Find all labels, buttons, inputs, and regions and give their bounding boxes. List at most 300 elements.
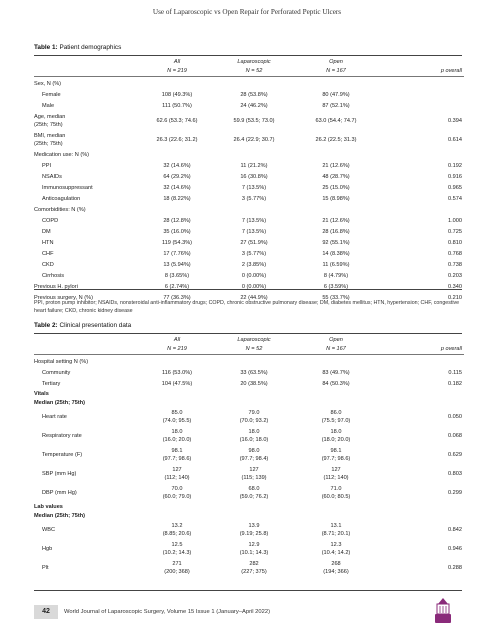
table1-head-label <box>34 58 142 67</box>
table2-row-label: Tertiary <box>42 380 61 387</box>
table1-row-p: 0.810 <box>448 239 462 246</box>
table1-row-label-line2: (25th; 75th) <box>34 121 63 128</box>
table2-row-c1: 104 (47.5%) <box>161 380 193 387</box>
table2-row-c1-iqr: (200; 368) <box>164 568 190 575</box>
table1-row-label: DM <box>42 228 51 235</box>
table1-subhead-c2: N = 52 <box>245 67 263 74</box>
table1-row-p: 0.916 <box>448 173 462 180</box>
table1-row <box>34 260 464 271</box>
table1-row-label-line2: (25th; 75th) <box>34 140 63 147</box>
table1-row-c2: 7 (13.5%) <box>241 217 267 224</box>
table1-row-c2: 0 (0.00%) <box>241 283 267 290</box>
table2-row-c2-iqr: (97.7; 98.4) <box>239 455 269 462</box>
table1-row <box>34 282 464 293</box>
table1-row-p: 0.394 <box>448 117 462 124</box>
table1-row-p: 0.340 <box>448 283 462 290</box>
table1-row <box>34 90 464 101</box>
table2-row-c1-value <box>164 467 189 482</box>
table2-head-c2: Laparoscopic <box>237 336 271 343</box>
table2-top-rule <box>34 333 462 334</box>
table2-row-c2 <box>212 465 296 484</box>
table2-row-c3-value <box>323 561 349 576</box>
table2-row-c3 <box>296 390 376 399</box>
table1-row <box>34 205 464 216</box>
table1-row-c1: 77 (36.3%) <box>163 294 191 301</box>
table1-row <box>34 101 464 112</box>
table2-row-c1-iqr: (8.85; 20.6) <box>162 530 192 537</box>
table2-row-c1 <box>142 503 212 512</box>
table1-row <box>34 238 464 249</box>
table2-row-p: 0.288 <box>448 564 462 571</box>
table2-row-c3 <box>296 465 376 484</box>
table2-bottom-rule <box>34 590 462 591</box>
table1-row-label <box>34 112 142 131</box>
table1-row <box>34 271 464 282</box>
table2-row-p: 0.842 <box>448 526 462 533</box>
table2-row-label: SBP (mm Hg) <box>42 470 77 477</box>
table1-row-label: Medication use: N (%) <box>34 151 90 158</box>
table2-row-c2-median: 282 <box>249 560 259 567</box>
table1-row-c3 <box>296 150 376 161</box>
table2-row-c3 <box>296 408 376 427</box>
table2-row-c2-iqr: (10.1; 14.3) <box>239 549 269 556</box>
table1-caption-label: Table 1: <box>34 44 58 51</box>
table1-subhead-c1: N = 219 <box>167 67 187 74</box>
table2-row-c2-iqr: (59.0; 76.2) <box>239 493 269 500</box>
table2-row-c1-median: 18.0 <box>171 428 183 435</box>
table2-row-c2 <box>212 503 296 512</box>
table1-row-p <box>376 205 464 216</box>
table1-subhead-label <box>34 67 142 77</box>
table1-row-c2 <box>212 79 296 90</box>
table2-row <box>34 540 464 559</box>
table2-row-c2: 33 (63.5%) <box>240 369 268 376</box>
table1-row <box>34 150 464 161</box>
table1-row-p <box>376 101 464 112</box>
table1-row-label: Comorbidities: N (%) <box>34 206 86 213</box>
table2-row-c3-median: 71.0 <box>330 485 342 492</box>
table2-row-c3: 84 (50.3%) <box>322 380 350 387</box>
table2-row-c1-value <box>163 523 192 538</box>
table2-row-c2-iqr: (227; 375) <box>241 568 267 575</box>
table1-row <box>34 216 464 227</box>
table1-row-label-text <box>34 133 65 148</box>
table2-row-c2 <box>212 357 296 368</box>
table1-row-p: 0.725 <box>448 228 462 235</box>
table2-row <box>34 503 464 512</box>
table1-row <box>34 79 464 90</box>
table2-row-c1-value <box>163 448 192 463</box>
table1-row-p: 0.210 <box>448 294 462 301</box>
table2-row-c3 <box>296 512 376 521</box>
table2-row-c1-median: 85.0 <box>171 409 183 416</box>
table2-head-c1: All <box>173 336 181 343</box>
table2-row-c1 <box>142 357 212 368</box>
table1-caption <box>34 44 121 51</box>
table2-subhead-c3: N = 167 <box>326 345 346 352</box>
table2-row-c3-median: 268 <box>331 560 341 567</box>
table1-row-c1: 28 (12.8%) <box>163 217 191 224</box>
table1-row-c1: 13 (5.94%) <box>163 261 191 268</box>
table2-row-c2-value <box>240 523 269 538</box>
table1-row-c2: 59.9 (53.5; 73.0) <box>233 117 275 124</box>
table2-row-c1-median: 70.0 <box>171 485 183 492</box>
table2-row-c3-iqr: (75.5; 97.0) <box>321 417 351 424</box>
table1-row-c3: 6 (3.59%) <box>323 283 349 290</box>
table2-row-c1-median: 271 <box>172 560 182 567</box>
table2-row-p: 0.068 <box>448 432 462 439</box>
table2-caption-text: Clinical presentation data <box>57 322 132 329</box>
table2-row-c3 <box>296 521 376 540</box>
table2-row-c1-iqr: (60.0; 79.0) <box>162 493 192 500</box>
table1-row-c2: 2 (3.85%) <box>241 261 267 268</box>
table1 <box>34 58 464 304</box>
table2-row-c2-iqr: (70.0; 93.2) <box>239 417 269 424</box>
page-number: 42 <box>34 605 58 619</box>
table2-row-c1-iqr: (112; 140) <box>164 474 190 481</box>
table2-row-c2-median: 98.0 <box>248 447 260 454</box>
table1-row-c3: 11 (6.59%) <box>322 261 350 268</box>
table1-row <box>34 249 464 260</box>
table1-row-label: Cirrhosis <box>42 272 65 279</box>
table1-row-c2: 22 (44.9%) <box>240 294 268 301</box>
table2-row <box>34 427 464 446</box>
table2-caption <box>34 322 131 329</box>
table1-bottom-rule <box>34 289 462 290</box>
table2-row-label: Community <box>42 369 71 376</box>
table2-row-c2-median: 79.0 <box>248 409 260 416</box>
table2-row-c1 <box>142 399 212 408</box>
table2-row-c1: 116 (53.0%) <box>161 369 193 376</box>
table2-row-c2-value <box>240 542 269 557</box>
table2-row-c2 <box>212 390 296 399</box>
table1-row-p: 0.192 <box>448 162 462 169</box>
table1-head-row <box>34 58 464 67</box>
table2-row-c2 <box>212 399 296 408</box>
table1-row-p <box>376 90 464 101</box>
table2-row-p: 0.629 <box>448 451 462 458</box>
table2-row-label: Heart rate <box>42 413 67 420</box>
table1-row-c2: 3 (5.77%) <box>241 195 267 202</box>
table2-subhead-p: p overall <box>440 345 462 352</box>
table1-subhead-c3: N = 167 <box>326 67 346 74</box>
table1-row-c2: 26.4 (22.9; 30.7) <box>233 136 275 143</box>
table1-caption-text: Patient demographics <box>57 44 122 51</box>
table1-row-c2: 27 (51.9%) <box>240 239 268 246</box>
table2-row-c2-median: 127 <box>249 466 259 473</box>
table1-row-label: Previous H. pylori <box>34 283 78 290</box>
table1-row-label-line1: Age, median <box>34 113 66 120</box>
table2-row-c3-value <box>322 410 351 425</box>
table2-row-c3-value <box>322 448 351 463</box>
table1-row-c2: 7 (13.5%) <box>241 228 267 235</box>
table1-row-c3: 14 (8.38%) <box>322 250 350 257</box>
table2-row-c3: 83 (49.7%) <box>322 369 350 376</box>
table1-row <box>34 161 464 172</box>
table2-row-label: Median (25th; 75th) <box>34 512 85 519</box>
table1-row-label: CHF <box>42 250 54 257</box>
table1-row-c1: 108 (49.3%) <box>161 91 193 98</box>
table1-row-c1 <box>142 150 212 161</box>
table1-row-c1: 64 (29.2%) <box>163 173 191 180</box>
table2-row-c2-median: 13.9 <box>248 522 260 529</box>
table1-row-label: HTN <box>42 239 54 246</box>
table2-row-c2 <box>212 446 296 465</box>
table2-row-p: 0.182 <box>448 380 462 387</box>
table1-row-p: 0.574 <box>448 195 462 202</box>
table2-row-c3-value <box>322 486 351 501</box>
table2-head-c3: Open <box>329 336 343 343</box>
table2-row-p: 0.050 <box>448 413 462 420</box>
table2-row-c3-value <box>322 542 351 557</box>
table2-row-c3-median: 12.3 <box>330 541 342 548</box>
table1-row-c1: 62.6 (53.3; 74.6) <box>156 117 198 124</box>
table1-row-c1 <box>142 79 212 90</box>
table2-row-c3-median: 127 <box>331 466 341 473</box>
table2-row-c3-iqr: (97.7; 98.6) <box>321 455 351 462</box>
table2-row <box>34 399 464 408</box>
table2-row <box>34 559 464 578</box>
table2-head-row <box>34 336 464 345</box>
table2-row-c2 <box>212 484 296 503</box>
table2-row-c3 <box>296 427 376 446</box>
table1-row-label: Immunosuppressant <box>42 184 93 191</box>
table2-row <box>34 484 464 503</box>
table2-row-c1 <box>142 512 212 521</box>
table2-row-c1 <box>142 390 212 399</box>
table1-row <box>34 194 464 205</box>
table2-row-c1-iqr: (16.0; 20.0) <box>162 436 192 443</box>
table2-row-c2: 20 (38.5%) <box>240 380 268 387</box>
table2-row-c2 <box>212 408 296 427</box>
table2-row-p <box>376 390 464 399</box>
table2-row-c3-value <box>322 523 351 538</box>
table2-row-c2-median: 68.0 <box>248 485 260 492</box>
table2-row-c1 <box>142 446 212 465</box>
table1-row-c1: 6 (2.74%) <box>164 283 190 290</box>
table1-row-p: 0.965 <box>448 184 462 191</box>
table1-row-label: Previous surgery, N (%) <box>34 294 93 301</box>
table2-row-c1-median: 12.5 <box>171 541 183 548</box>
table2-row-p <box>376 503 464 512</box>
table1-row-label: Sex, N (%) <box>34 80 62 87</box>
table1-row-c1 <box>142 205 212 216</box>
table1-subhead-row <box>34 67 464 77</box>
table2-row-c2-median: 18.0 <box>248 428 260 435</box>
table2-row-c2-value <box>240 410 269 425</box>
table1-subhead-p: p overall <box>440 67 462 74</box>
table2-row <box>34 379 464 390</box>
table1-row-c3 <box>296 79 376 90</box>
table1-abbreviations: PPI, proton pump inhibitor; NSAIDs, nonsteroidal anti-inflammatory drugs; COPD, chronic obstructive pulmonary disease; DM, diabetes mellitus; HTN, hypertension; CHF, congestive heart failure; CKD, chronic kidney disease <box>34 300 460 314</box>
table1-row-c2 <box>212 150 296 161</box>
table2-row-c3-median: 86.0 <box>330 409 342 416</box>
table2-row-label: Temperature (F) <box>42 451 83 458</box>
table2-row-c1 <box>142 540 212 559</box>
table1-row-c3: 48 (28.7%) <box>322 173 350 180</box>
table1-row-p: 0.738 <box>448 261 462 268</box>
table2-row-p <box>376 399 464 408</box>
table2-row-c2-value <box>240 448 269 463</box>
table2-row-c3-value <box>323 467 348 482</box>
table2-row <box>34 390 464 399</box>
table2-row-c3-median: 18.0 <box>330 428 342 435</box>
table1-row-c2 <box>212 205 296 216</box>
table1-row-c3: 25 (15.0%) <box>322 184 350 191</box>
table1-row <box>34 227 464 238</box>
table2 <box>34 336 464 578</box>
table2-row-label: WBC <box>42 526 56 533</box>
publisher-logo-icon <box>432 596 454 626</box>
table2-row-c3-iqr: (112; 140) <box>323 474 349 481</box>
table1-row-label-line1: BMI, median <box>34 132 66 139</box>
table2-row <box>34 465 464 484</box>
journal-citation: World Journal of Laparoscopic Surgery, Volume 15 Issue 1 (January–April 2022) <box>64 609 271 615</box>
table2-row-label: Hospital setting N (%) <box>34 358 89 365</box>
table2-row-p: 0.115 <box>448 369 462 376</box>
table2-row-c3-iqr: (10.4; 14.2) <box>321 549 351 556</box>
table1-row-label: Female <box>42 91 61 98</box>
table2-subhead-c2: N = 52 <box>245 345 263 352</box>
table2-row <box>34 368 464 379</box>
table1-row-c1: 119 (54.3%) <box>161 239 193 246</box>
table2-row-c2-value <box>241 561 267 576</box>
table2-row-c3 <box>296 559 376 578</box>
table2-row-label: Median (25th; 75th) <box>34 399 85 406</box>
table2-row-label: DBP (mm Hg) <box>42 489 77 496</box>
table1-row-label: PPI <box>42 162 52 169</box>
table1-row-p: 0.768 <box>448 250 462 257</box>
table1-row-c3: 21 (12.6%) <box>322 217 350 224</box>
table2-row-label: Vitals <box>34 390 49 397</box>
table2-head-p <box>376 336 464 345</box>
table1-row-c1: 8 (3.65%) <box>164 272 190 279</box>
table2-row-c3 <box>296 357 376 368</box>
table1-row-c2: 7 (13.5%) <box>241 184 267 191</box>
table2-row-c2-iqr: (9.19; 25.8) <box>239 530 269 537</box>
table2-row-c1 <box>142 521 212 540</box>
table2-row-c1-value <box>164 561 190 576</box>
table2-row-c3-iqr: (60.0; 80.5) <box>321 493 351 500</box>
table1-row-p: 0.203 <box>448 272 462 279</box>
table1-row-c3: 28 (16.8%) <box>322 228 350 235</box>
table2-row-c1 <box>142 484 212 503</box>
table2-row-c1-iqr: (10.2; 14.3) <box>162 549 192 556</box>
table1-row-c3 <box>296 205 376 216</box>
table2-row-c3-iqr: (8.71; 20.1) <box>321 530 351 537</box>
table1-row-label: NSAIDs <box>42 173 62 180</box>
table1-row-c3: 8 (4.79%) <box>323 272 349 279</box>
table2-subhead-label <box>34 345 142 355</box>
table2-row-label: Hgb <box>42 545 53 552</box>
table1-row-c3: 55 (33.7%) <box>322 294 350 301</box>
table2-row-c1-value <box>163 542 192 557</box>
table1-row-c2: 28 (53.8%) <box>240 91 268 98</box>
table1-row-p: 1.000 <box>448 217 462 224</box>
table1-row-c1: 111 (50.7%) <box>162 102 192 109</box>
table1-row-label-text <box>34 114 65 129</box>
table1-row-c2: 0 (0.00%) <box>241 272 267 279</box>
table2-row-c2-iqr: (16.0; 18.0) <box>239 436 269 443</box>
table2-row-c3-median: 98.1 <box>330 447 342 454</box>
table2-subhead-c1: N = 219 <box>167 345 187 352</box>
table1-row-c2: 24 (46.2%) <box>240 102 268 109</box>
table1-row <box>34 183 464 194</box>
table2-row-p <box>376 512 464 521</box>
running-head: Use of Laparoscopic vs Open Repair for Perforated Peptic Ulcers <box>152 8 342 16</box>
table2-row-c1 <box>142 427 212 446</box>
table1-row-c2: 16 (30.8%) <box>240 173 268 180</box>
table2-row-c3-iqr: (18.0; 20.0) <box>321 436 351 443</box>
table1-row-c1: 18 (8.22%) <box>163 195 191 202</box>
table2-row-c3 <box>296 540 376 559</box>
table2-row-p: 0.946 <box>448 545 462 552</box>
table2-row-c1 <box>142 559 212 578</box>
table1-row <box>34 172 464 183</box>
table1-row-c3: 87 (52.1%) <box>322 102 350 109</box>
table1-row-p <box>376 150 464 161</box>
table1-head-c1: All <box>173 58 181 65</box>
table2-row-c1 <box>142 408 212 427</box>
table2-row <box>34 357 464 368</box>
table2-row-c3 <box>296 399 376 408</box>
table1-row-c3: 21 (12.6%) <box>322 162 350 169</box>
table2-row-c1-median: 127 <box>172 466 182 473</box>
table2-row-c1-median: 98.1 <box>171 447 183 454</box>
table2-head-label <box>34 336 142 345</box>
table2-caption-label: Table 2: <box>34 322 58 329</box>
table1-row-c3: 80 (47.9%) <box>322 91 350 98</box>
table1-row <box>34 112 464 131</box>
table2-row-c2 <box>212 540 296 559</box>
table2-row-c1-median: 13.2 <box>171 522 183 529</box>
table1-row-label: COPD <box>42 217 59 224</box>
table1-row-c3: 15 (8.98%) <box>322 195 350 202</box>
table2-row <box>34 408 464 427</box>
table2-row-label: Plt <box>42 564 49 571</box>
table1-row-c1: 35 (16.0%) <box>163 228 191 235</box>
table2-row-c2-iqr: (115; 139) <box>241 474 267 481</box>
table2-row-c2 <box>212 521 296 540</box>
table1-head-c3: Open <box>329 58 343 65</box>
table2-subhead-row <box>34 345 464 355</box>
table2-row-c2-value <box>240 429 269 444</box>
table1-row-c1: 26.3 (22.6; 31.2) <box>156 136 198 143</box>
table2-row-label: Respiratory rate <box>42 432 82 439</box>
table2-row-c1-iqr: (97.7; 98.6) <box>162 455 192 462</box>
table2-row-c2-value <box>241 467 266 482</box>
table1-row-c1: 17 (7.76%) <box>163 250 191 257</box>
table2-row-c3 <box>296 446 376 465</box>
table1-row <box>34 131 464 150</box>
table2-row-c3-median: 13.1 <box>330 522 342 529</box>
table2-row-c1-iqr: (74.0; 95.5) <box>162 417 192 424</box>
table2-row-c3-value <box>322 429 351 444</box>
table1-row-label: Anticoagulation <box>42 195 81 202</box>
table2-row-c1-value <box>163 410 192 425</box>
table1-head-c2: Laparoscopic <box>237 58 271 65</box>
table1-row-c3: 26.2 (22.5; 31.3) <box>315 136 357 143</box>
table1-row-c1: 32 (14.6%) <box>163 184 191 191</box>
table2-row-c3 <box>296 484 376 503</box>
table1-row-p <box>376 79 464 90</box>
table2-row <box>34 446 464 465</box>
table1-row-c2: 11 (21.2%) <box>240 162 268 169</box>
table2-row-c3-iqr: (194; 366) <box>323 568 349 575</box>
table2-row-p: 0.803 <box>448 470 462 477</box>
table2-row-p <box>376 357 464 368</box>
table1-row-p: 0.614 <box>448 136 462 143</box>
